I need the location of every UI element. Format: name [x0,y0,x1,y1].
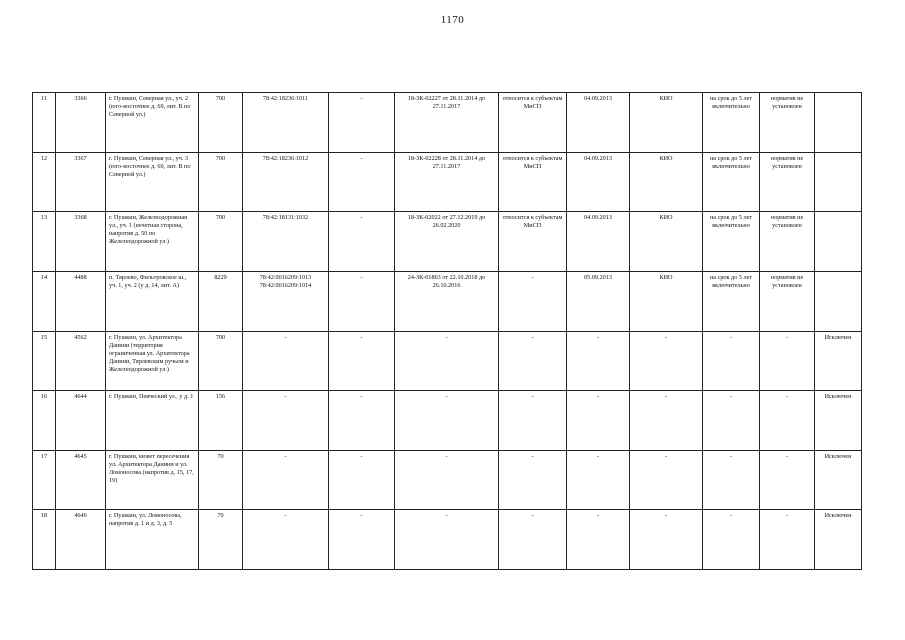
category-cell: - [499,331,567,391]
table-row [33,450,862,510]
empty-column-cell: - [329,510,395,570]
contract-cell: 18-ЗК-02022 от 27.12.2019 до 26.02.2020 [395,212,499,272]
norm-cell: норматив не установлен [760,152,815,212]
area-cell: 70 [199,450,243,510]
table-row [33,152,862,212]
contract-cell: - [395,450,499,510]
category-cell: относится к субъектам МиСП [499,212,567,272]
empty-column-cell: - [329,212,395,272]
norm-cell: норматив не установлен [760,212,815,272]
category-cell: относится к субъектам МиСП [499,152,567,212]
norm-cell: - [760,510,815,570]
status-cell [815,271,862,331]
cadastral-number-cell: - [243,510,329,570]
organization-cell: КИО [630,93,703,153]
status-cell: Исключен [815,450,862,510]
status-cell: Исключен [815,391,862,451]
cadastral-number-cell: - [243,391,329,451]
category-cell: - [499,450,567,510]
record-id: 3366 [56,93,106,153]
row-number: 12 [33,152,56,212]
contract-cell: 18-ЗК-02228 от 28.11.2014 до 27.11.2017 [395,152,499,212]
area-cell: 70 [199,510,243,570]
table-row [33,212,862,272]
area-cell: 700 [199,212,243,272]
organization-cell: - [630,331,703,391]
status-cell [815,152,862,212]
norm-cell: - [760,391,815,451]
category-cell: относится к субъектам МиСП [499,93,567,153]
cadastral-number-cell: 78:42:18131:1032 [243,212,329,272]
status-cell [815,212,862,272]
cadastral-number-cell: 78:42:18236:1012 [243,152,329,212]
empty-column-cell: - [329,331,395,391]
term-cell: - [703,450,760,510]
category-cell: - [499,510,567,570]
date-cell: 05.09.2013 [567,271,630,331]
page-number: 1170 [440,14,465,26]
term-cell: - [703,391,760,451]
date-cell: 04.09.2013 [567,93,630,153]
address-cell: п. Тярлево, Фильтровское ш., уч. 1, уч. 2 (у д. 14, лит. А) [106,271,199,331]
address-cell: г. Пушкин, ул. Ломоносова, напротив д. 1 и д. 3, д. 5 [106,510,199,570]
date-cell: - [567,450,630,510]
term-cell: на срок до 5 лет включительно [703,271,760,331]
term-cell: на срок до 5 лет включительно [703,212,760,272]
organization-cell: КИО [630,271,703,331]
norm-cell: - [760,450,815,510]
row-number: 18 [33,510,56,570]
organization-cell: - [630,391,703,451]
empty-column-cell: - [329,391,395,451]
organization-cell: - [630,510,703,570]
address-cell: г. Пушкин, ул. Архитектора Данини (территория ограниченная ул. Архитектора Данини, Тярлевским ручьем и Железнодорожной ул.) [106,331,199,391]
row-number: 15 [33,331,56,391]
date-cell: 04.09.2013 [567,152,630,212]
contract-cell: - [395,510,499,570]
contract-cell: - [395,391,499,451]
table-row [33,510,862,570]
cadastral-number-cell: 78:42:18236:1011 [243,93,329,153]
cadastral-number-cell: - [243,331,329,391]
contract-cell: 18-ЗК-02227 от 28.11.2014 до 27.11.2017 [395,93,499,153]
address-cell: г. Пушкин, Певческий ул., у д. 1 [106,391,199,451]
empty-column-cell: - [329,450,395,510]
row-number: 11 [33,93,56,153]
contract-cell: - [395,331,499,391]
term-cell: на срок до 5 лет включительно [703,93,760,153]
term-cell: на срок до 5 лет включительно [703,152,760,212]
organization-cell: КИО [630,152,703,212]
category-cell: - [499,391,567,451]
row-number: 17 [33,450,56,510]
record-id: 4644 [56,391,106,451]
area-cell: 700 [199,93,243,153]
contract-cell: 24-ЗК-01863 от 22.10.2018 до 26.10.2016 [395,271,499,331]
norm-cell: норматив не установлен [760,271,815,331]
empty-column-cell: - [329,93,395,153]
row-number: 14 [33,271,56,331]
status-cell [815,93,862,153]
category-cell: - [499,271,567,331]
date-cell: - [567,510,630,570]
table-row [33,391,862,451]
table-row [33,271,862,331]
status-cell: Исключен [815,510,862,570]
empty-column-cell: - [329,152,395,212]
cadastral-number-cell: - [243,450,329,510]
table-row [33,331,862,391]
term-cell: - [703,331,760,391]
area-cell: 156 [199,391,243,451]
date-cell: - [567,391,630,451]
term-cell: - [703,510,760,570]
area-cell: 700 [199,152,243,212]
norm-cell: - [760,331,815,391]
address-cell: г. Пушкин, Северная ул., уч. 2 (юго-восточнее д. 69, лит. В по Северной ул.) [106,93,199,153]
cadastral-number-cell: 78:42:0016209:1013 78:42:0016209:1014 [243,271,329,331]
row-number: 16 [33,391,56,451]
organization-cell: КИО [630,212,703,272]
address-cell: г. Пушкин, кювет пересечения ул. Архитектора Данини и ул. Ломоносова (напротив д. 15, 17, 19) [106,450,199,510]
row-number: 13 [33,212,56,272]
status-cell: Исключен [815,331,862,391]
record-id: 4488 [56,271,106,331]
date-cell: 04.09.2013 [567,212,630,272]
organization-cell: - [630,450,703,510]
table-row [33,93,862,153]
address-cell: г. Пушкин, Железнодорожная ул., уч. 1 (нечетная сторона, напротив д. 50 по Железнодорожной ул.) [106,212,199,272]
record-id: 3368 [56,212,106,272]
record-id: 4562 [56,331,106,391]
record-id: 4645 [56,450,106,510]
date-cell: - [567,331,630,391]
norm-cell: норматив не установлен [760,93,815,153]
empty-column-cell: - [329,271,395,331]
record-id: 3367 [56,152,106,212]
register-table [32,92,862,570]
area-cell: 700 [199,331,243,391]
address-cell: г. Пушкин, Северная ул., уч. 3 (юго-восточнее д. 69, лит. В по Северной ул.) [106,152,199,212]
record-id: 4646 [56,510,106,570]
area-cell: 8229 [199,271,243,331]
